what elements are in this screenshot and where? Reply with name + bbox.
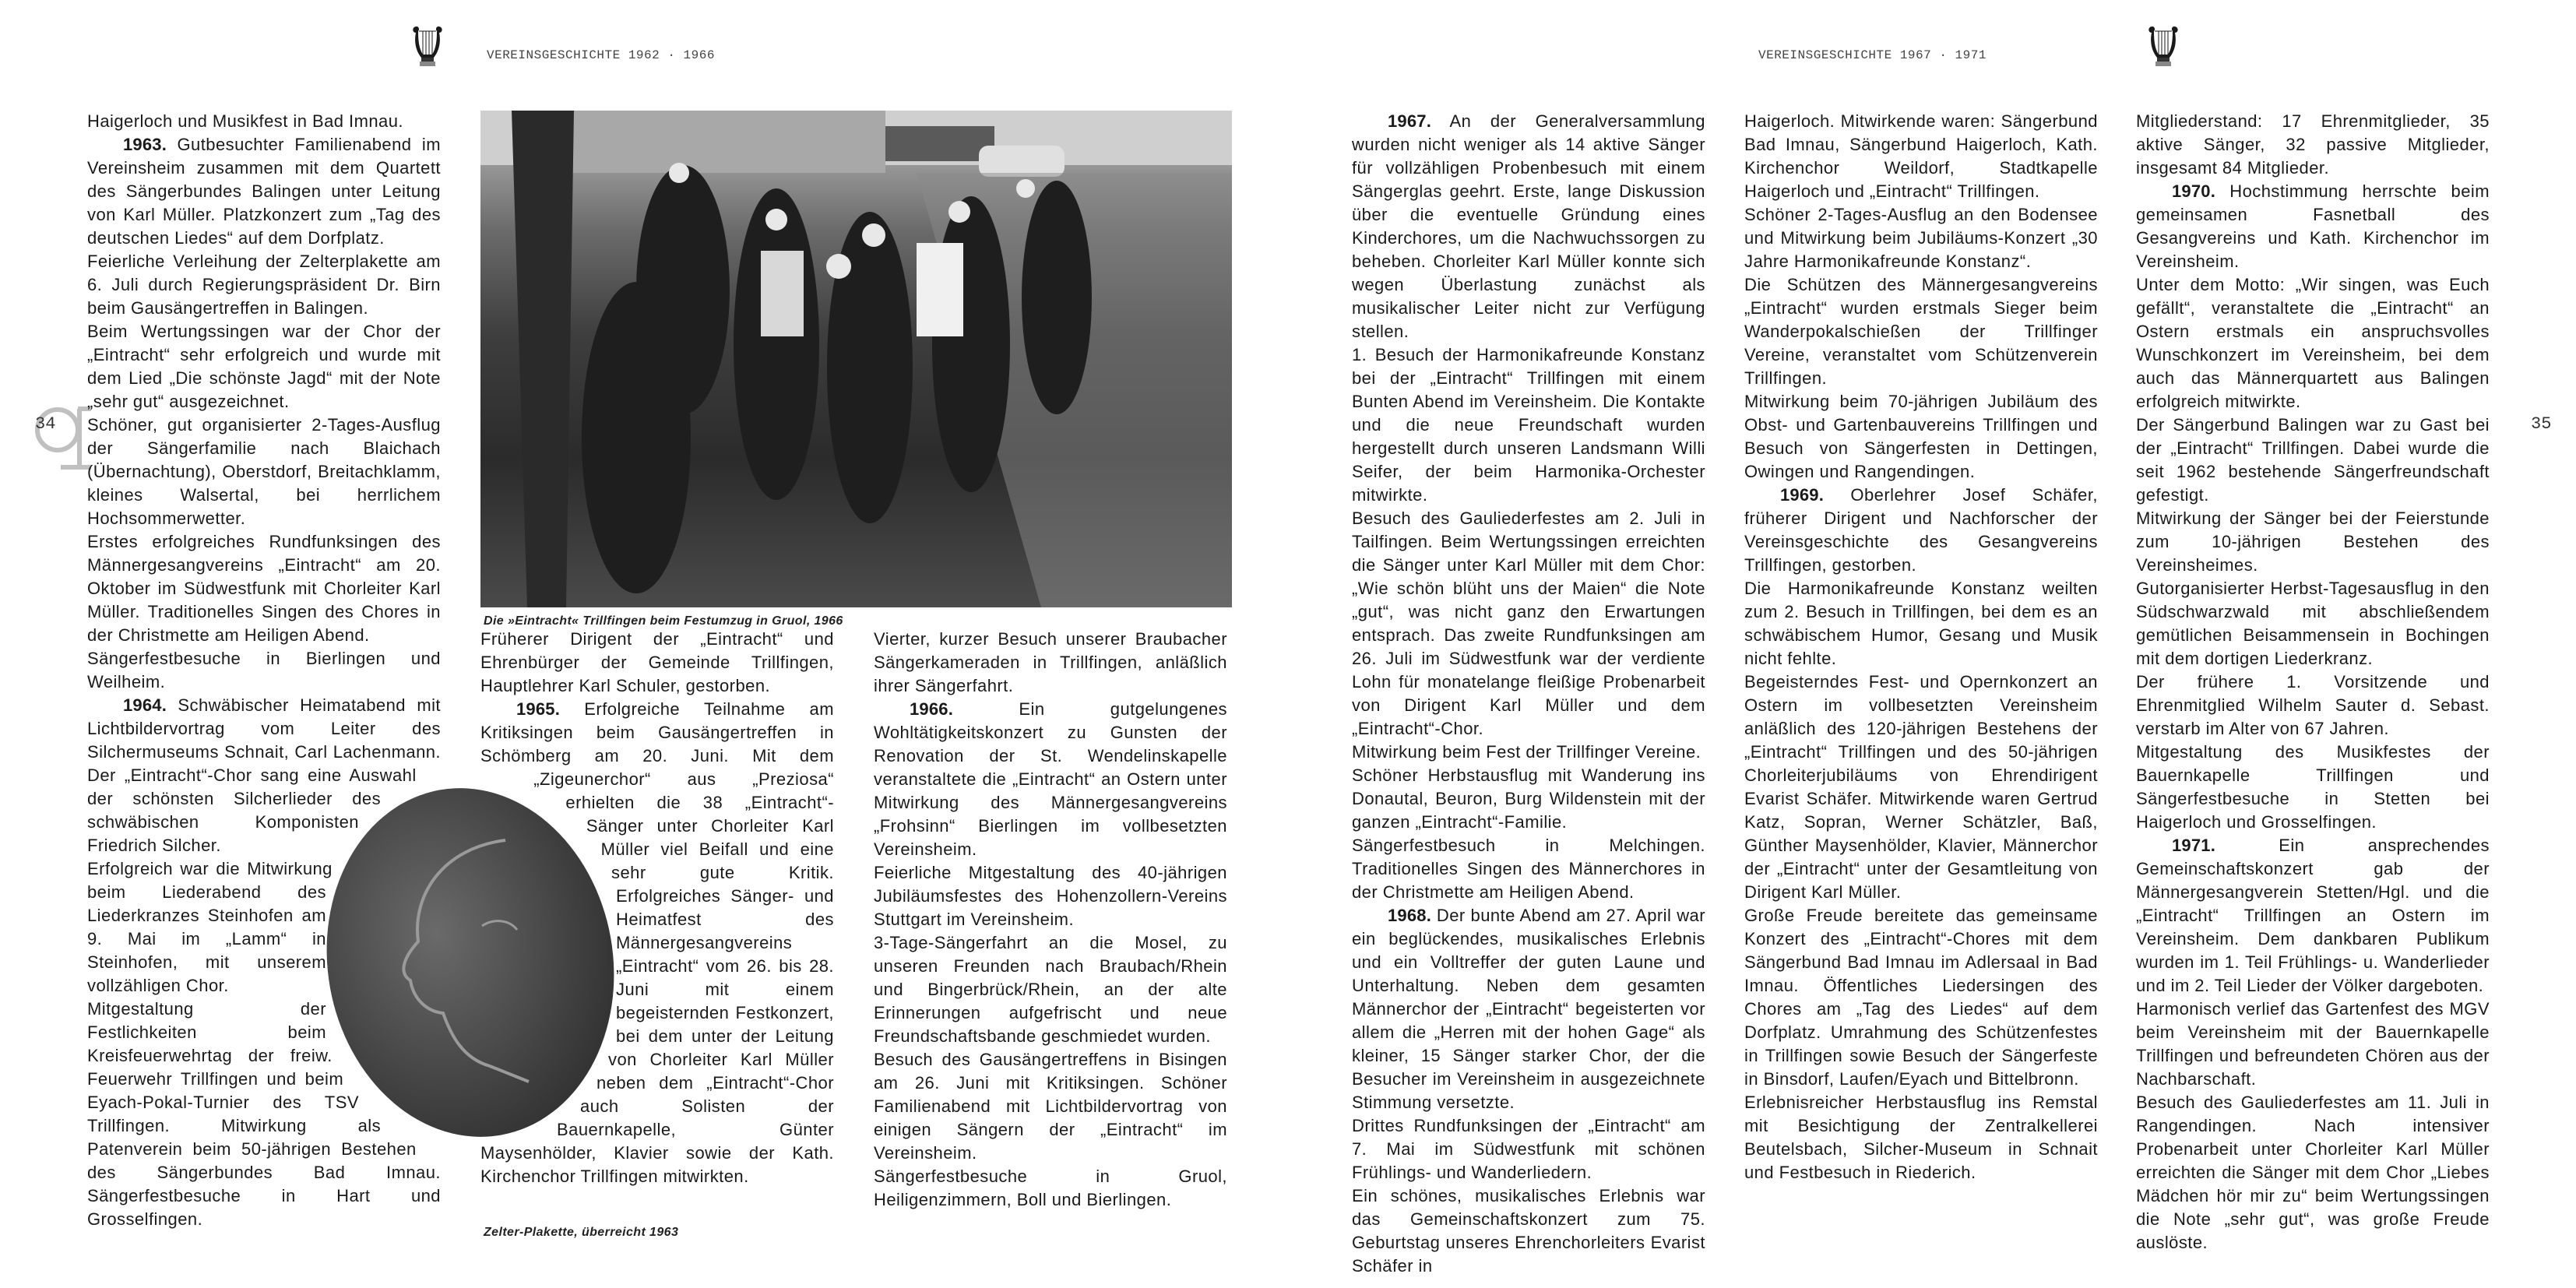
paragraph-text: Gutbesuchter Familienabend im Vereinsheim zusammen mit dem Quartett des Sängerbundes Balingen unter Leitung von Karl Müller. Platzkonzert zum „Tag des deutschen Liedes“ auf dem Dorfplatz. bbox=[87, 135, 441, 248]
paragraph bbox=[1352, 1184, 1705, 1278]
paragraph bbox=[874, 861, 1227, 931]
year-label: 1963. bbox=[123, 135, 167, 154]
paragraph-text: Mitwirkung der Sänger bei der Feierstunde zum 10-jährigen Bestehen des Vereinsheimes. bbox=[2136, 509, 2490, 575]
year-paragraph bbox=[874, 698, 1227, 861]
paragraph bbox=[87, 647, 441, 694]
paragraph-text: Die Harmonikafreunde Konstanz weilten zum 2. Besuch in Trillfingen, bei dem es an schwäbischem Humor, Gesang und Musik nicht fehlte. bbox=[1744, 579, 2098, 668]
paragraph-text: Schöner 2-Tages-Ausflug an den Bodensee und Mitwirkung beim Jubiläums-Konzert „30 Jahre Harmonikafreunde Konstanz“. bbox=[1744, 205, 2098, 271]
paragraph bbox=[2136, 110, 2490, 180]
paragraph-text: Ein schönes, musikalisches Erlebnis war das Gemeinschaftskonzert zum 75. Geburtstag unseres Ehrenchorleiters Evarist Schäfer in bbox=[1352, 1186, 1705, 1276]
paragraph bbox=[1744, 904, 2098, 1091]
paragraph-text: Mitwirkung beim Fest der Trillfinger Vereine. bbox=[1352, 742, 1701, 762]
paragraph bbox=[2136, 273, 2490, 413]
paragraph-text: Hochstimmung herrschte beim gemeinsamen Fasnetball des Gesangvereins und Kath. Kirchenchor im Vereinsheim. bbox=[2136, 181, 2490, 271]
paragraph bbox=[1744, 577, 2098, 670]
parade-photo bbox=[480, 111, 1232, 607]
running-head-right: VEREINSGESCHICHTE 1967 · 1971 bbox=[1758, 48, 1987, 62]
page-number-right: 35 bbox=[2531, 414, 2552, 434]
paragraph-text: Besuch des Gausängertreffens in Bisingen am 26. Juni mit Kritiksingen. Schöner Familienabend mit Lichtbildervortrag von einigen Sängern der „Eintracht“ im Vereinsheim. bbox=[874, 1050, 1227, 1163]
paragraph bbox=[1352, 343, 1705, 507]
year-label: 1968. bbox=[1388, 906, 1432, 925]
paragraph bbox=[1352, 764, 1705, 834]
year-label: 1967. bbox=[1388, 111, 1432, 131]
paragraph bbox=[2136, 413, 2490, 507]
paragraph-text: Feierliche Verleihung der Zelterplakette am 6. Juli durch Regierungspräsident Dr. Birn beim Gausängertreffen in Balingen. bbox=[87, 252, 441, 318]
paragraph-text: Erfolgreich war die Mitwirkung beim Liederabend des Liederkranzes Steinhofen am 9. Mai im „Lamm“ in Steinhofen, mit unserem vollzähligen Chor. bbox=[87, 859, 333, 995]
paragraph bbox=[2136, 1091, 2490, 1255]
paragraph bbox=[874, 931, 1227, 1048]
paragraph-text: Früherer Dirigent der „Eintracht“ und Ehrenbürger der Gemeinde Trillfingen, Hauptlehrer Karl Schuler, gestorben. bbox=[480, 629, 834, 695]
paragraph-text: Begeisterndes Fest- und Opernkonzert an Ostern im vollbesetzten Vereinsheim anläßlich des 120-jährigen Bestehens der „Eintracht“ Trillfingen und des 50-jährigen Chorleiterjubiläums von Ehrendirigent Evarist Schäfer. Mitwirkende waren Gertrud Katz, Sopran, Werner Schätzler, Baß, Günther Maysenhölder, Klavier, Männerchor der „Eintracht“ unter der Gesamtleitung von Dirigent Karl Müller. bbox=[1744, 672, 2098, 902]
paragraph-text: Der bunte Abend am 27. April war ein beglückendes, musikalisches Erlebnis und ein Volltreffer der guten Laune und Unterhaltung. Neben dem gesamten Männerchor der „Eintracht“ begeisterten vor allem die „Herren mit der hohen Gage“ als kleiner, 15 Sänger starker Chor, der die Besucher im Vereinsheim in ausgezeichnete Stimmung versetzte. bbox=[1352, 906, 1705, 1112]
year-paragraph bbox=[1744, 484, 2098, 577]
running-head-left: VEREINSGESCHICHTE 1962 · 1966 bbox=[487, 48, 715, 62]
year-label: 1964. bbox=[123, 695, 167, 715]
paragraph-text: Sängerfestbesuche in Bierlingen und Weilheim. bbox=[87, 649, 441, 692]
paragraph bbox=[874, 628, 1227, 698]
paragraph bbox=[1744, 390, 2098, 484]
paragraph-text: Die Schützen des Männergesangvereins „Eintracht“ wurden erstmals Sieger beim Wanderpokalschießen der Trillfinger Vereine, veranstaltet vom Schützenverein Trillfingen. bbox=[1744, 275, 2098, 388]
paragraph-text: Gutorganisierter Herbst-Tagesausflug in den Südschwarzwald mit abschließendem gemütlichen Beisammensein in Bochingen mit dem dortigen Liederkranz. bbox=[2136, 579, 2490, 668]
paragraph-text: Erfolgreiche Teilnahme am Kritiksingen beim Gausängertreffen in Schömberg am 20. Juni. Mit dem „Zigeunerchor“ aus „Preziosa“ erhielten die 38 „Eintracht“-Sänger unter Chorleiter Karl Müller viel Beifall und eine sehr gute Kritik. Erfolgreiches Sänger- und Heimatfest des Männergesangvereins „Eintracht“ vom 26. bis 28. Juni mit einem begeisternden Festkonzert, bei dem unter der Leitung von Chorleiter Karl Müller neben dem „Eintracht“-Chor auch Solisten der Bauernkapelle, Günter Maysenhölder, Klavier sowie der Kath. Kirchenchor Trillfingen mitwirkten. bbox=[480, 699, 834, 1186]
paragraph-text: Mitgestaltung des Musikfestes der Bauernkapelle Trillfingen und Sängerfestbesuche in Stetten bei Haigerloch und Grosselfingen. bbox=[2136, 742, 2490, 832]
text-column-4 bbox=[1352, 110, 1705, 1278]
paragraph-text: Schöner Herbstausflug mit Wanderung ins Donautal, Beuron, Burg Wildenstein mit der ganzen „Eintracht“-Familie. bbox=[1352, 765, 1705, 832]
paragraph bbox=[1744, 110, 2098, 203]
paragraph-text: Ein ansprechendes Gemeinschaftskonzert gab der Männergesangverein Stetten/Hgl. und die „Eintracht“ Trillfingen an Ostern im Vereinsheim. Dem dankbaren Publikum wurden im 1. Teil Frühlings- u. Wanderlieder und im 2. Teil Lieder der Völker dargeboten. bbox=[2136, 836, 2490, 995]
paragraph-text: Sängerfestbesuche in Gruol, Heiligenzimmern, Boll und Bierlingen. bbox=[874, 1167, 1227, 1209]
paragraph bbox=[2136, 577, 2490, 670]
paragraph-text: Sängerfestbesuch in Melchingen. Traditionelles Singen des Männerchores in der Christmette am Heiligen Abend. bbox=[1352, 836, 1705, 902]
text-column-2 bbox=[480, 628, 834, 1188]
paragraph-text: Erlebnisreicher Herbstausflug ins Remstal mit Besichtigung der Zentralkellerei Beutelsbach, Silcher-Museum in Schnait und Festbesuch in Riederich. bbox=[1744, 1093, 2098, 1182]
paragraph-text: Haigerloch. Mitwirkende waren: Sängerbund Bad Imnau, Sängerbund Haigerloch, Kath. Kirchenchor Weildorf, Stadtkapelle Haigerloch und „Eintracht“ Trillfingen. bbox=[1744, 111, 2098, 201]
paragraph-text: Schwäbischer Heimatabend mit Lichtbildervortrag vom Leiter des Silchermuseums Schnait, Carl Lachenmann. Der „Eintracht“-Chor sang eine Auswahl der schönsten Silcherlieder des schwäbischen Komponisten Friedrich Silcher. bbox=[87, 695, 441, 855]
paragraph-text: Mitgestaltung der Festlichkeiten beim Kreisfeuerwehrtag der freiw. Feuerwehr Trillfingen und beim Eyach-Pokal-Turnier des TSV Trillfingen. Mitwirkung als Patenverein beim 50-jährigen Bestehen des Sängerbundes Bad Imnau. Sängerfestbesuche in Hart und Grosselfingen. bbox=[87, 999, 441, 1229]
paragraph-text: Besuch des Gauliederfestes am 11. Juli in Rangendingen. Nach intensiver Probenarbeit unter Chorleiter Karl Müller erreichten die Sänger mit dem Chor „Liebes Mädchen hör mir zu“ beim Wertungssingen die Note „sehr gut“, was große Freude auslöste. bbox=[2136, 1093, 2490, 1252]
paragraph-text: Harmonisch verlief das Gartenfest des MGV beim Vereinsheim mit der Bauernkapelle Trillfingen und befreundeten Chören aus der Nachbarschaft. bbox=[2136, 999, 2490, 1089]
paragraph-text: Ein gutgelungenes Wohltätigkeitskonzert zu Gunsten der Renovation der St. Wendelinskapelle veranstaltete die „Eintracht“ an Ostern unter Mitwirkung des Männergesangvereins „Frohsinn“ Bierlingen im vollbesetzten Vereinsheim. bbox=[874, 699, 1227, 859]
text-column-5 bbox=[1744, 110, 2098, 1184]
paragraph-text: Drittes Rundfunksingen der „Eintracht“ am 7. Mai im Südwestfunk mit schönen Frühlings- und Wanderliedern. bbox=[1352, 1116, 1705, 1182]
paragraph-text: Oberlehrer Josef Schäfer, früherer Dirigent und Nachforscher der Vereinsgeschichte des Gesangvereins Trillfingen, gestorben. bbox=[1744, 485, 2098, 575]
paragraph-text: Vierter, kurzer Besuch unserer Braubacher Sängerkameraden in Trillfingen, anläßlich ihrer Sängerfahrt. bbox=[874, 629, 1227, 695]
paragraph-text: Schöner, gut organisierter 2-Tages-Ausflug der Sängerfamilie nach Blaichach (Übernachtung), Oberstdorf, Breitachklamm, kleines Walsertal, bei herrlichem Hochsommerwetter. bbox=[87, 415, 441, 528]
text-column-3 bbox=[874, 628, 1227, 1212]
paragraph bbox=[2136, 507, 2490, 577]
paragraph-text: Erstes erfolgreiches Rundfunksingen des Männergesangvereins „Eintracht“ am 20. Oktober im Südwestfunk mit Chorleiter Karl Müller. Traditionelles Singen des Chores in der Christmette am Heiligen Abend. bbox=[87, 532, 441, 645]
lyre-icon bbox=[2146, 23, 2180, 67]
year-paragraph bbox=[1352, 110, 1705, 343]
paragraph-text: 1. Besuch der Harmonikafreunde Konstanz bei der „Eintracht“ Trillfingen mit einem Bunten Abend im Vereinsheim. Die Kontakte und die neue Freundschaft wurden hergestellt durch unseren Landsmann Willi Seifer, der beim Harmonika-Orchester mitwirkte. bbox=[1352, 345, 1705, 505]
paragraph bbox=[480, 628, 834, 698]
year-label: 1965. bbox=[516, 699, 561, 719]
paragraph bbox=[2136, 998, 2490, 1091]
paragraph bbox=[1352, 741, 1705, 764]
paragraph-text: Besuch des Gauliederfestes am 2. Juli in Tailfingen. Beim Wertungssingen erreichten die Sänger unter Karl Müller mit dem Chor: „Wie schön blüht uns der Maien“ die Note „gut“, was nicht ganz den Erwartungen entsprach. Das zweite Rundfunksingen am 26. Juli im Südwestfunk war der verdiente Lohn für monatelange fleißige Probenarbeit von Dirigent Karl Müller und dem „Eintracht“-Chor. bbox=[1352, 509, 1705, 738]
paragraph bbox=[1352, 507, 1705, 741]
year-paragraph bbox=[1352, 904, 1705, 1114]
paragraph-text: Große Freude bereitete das gemeinsame Konzert des „Eintracht“-Chores mit dem Sängerbund Bad Imnau im Adlersaal in Bad Imnau. Öffentliches Liedersingen des Chores am „Tag des Liedes“ auf dem Dorfplatz. Umrahmung des Schützenfestes in Trillfingen sowie Besuch der Sängerfeste in Binsdorf, Laufen/Eyach und Bittelbronn. bbox=[1744, 906, 2098, 1089]
paragraph-text: Feierliche Mitgestaltung des 40-jährigen Jubiläumsfestes des Hohenzollern-Vereins Stuttgart im Vereinsheim. bbox=[874, 863, 1227, 929]
paragraph bbox=[87, 250, 441, 320]
paragraph bbox=[874, 1165, 1227, 1212]
year-paragraph bbox=[2136, 180, 2490, 273]
year-label: 1969. bbox=[1780, 485, 1825, 505]
paragraph-text: An der Generalversammlung wurden nicht weniger als 14 aktive Sänger für vollzähligen Probenbesuch mit einem Sängerglas geehrt. Erste, lange Diskussion über die eventuelle Gründung eines Kinderchores, um die Nachwuchssorgen zu beheben. Chorleiter Karl Müller konnte sich wegen Überlastung zunächst als musikalischer Leiter nicht zur Verfügung stellen. bbox=[1352, 111, 1705, 341]
paragraph-text: 3-Tage-Sängerfahrt an die Mosel, zu unseren Freunden nach Braubach/Rhein und Bingerbrück/Rhein, an der alte Erinnerungen aufgefrischt und neue Freundschaftsbande geschmiedet wurden. bbox=[874, 933, 1227, 1046]
plaque-caption: Zelter-Plakette, überreicht 1963 bbox=[484, 1226, 679, 1239]
year-paragraph bbox=[2136, 834, 2490, 998]
photo-caption: Die »Eintracht« Trillfingen beim Festumzug in Gruol, 1966 bbox=[484, 614, 843, 628]
year-label: 1966. bbox=[910, 699, 954, 719]
paragraph-text: Haigerloch und Musikfest in Bad Imnau. bbox=[87, 111, 403, 131]
paragraph bbox=[1352, 834, 1705, 904]
paragraph-text: Der Sängerbund Balingen war zu Gast bei der „Eintracht“ Trillfingen. Dabei wurde die seit 1962 bestehende Sängerfreundschaft gefestigt. bbox=[2136, 415, 2490, 505]
page-number-left: 34 bbox=[35, 414, 56, 434]
paragraph bbox=[1352, 1114, 1705, 1184]
paragraph-text: Der frühere 1. Vorsitzende und Ehrenmitglied Wilhelm Sauter d. Sebast. verstarb im Alter von 67 Jahren. bbox=[2136, 672, 2490, 738]
paragraph bbox=[1744, 203, 2098, 273]
paragraph bbox=[1744, 273, 2098, 390]
paragraph-text: Beim Wertungssingen war der Chor der „Eintracht“ sehr erfolgreich und wurde mit dem Lied „Die schönste Jagd“ mit der Note „sehr gut“ ausgezeichnet. bbox=[87, 322, 441, 411]
paragraph bbox=[87, 530, 441, 647]
year-label: 1970. bbox=[2172, 181, 2216, 201]
paragraph bbox=[2136, 670, 2490, 741]
paragraph bbox=[1744, 1091, 2098, 1184]
paragraph bbox=[2136, 741, 2490, 834]
paragraph-text: Mitwirkung beim 70-jährigen Jubiläum des Obst- und Gartenbauvereins Trillfingen und Besuch von Sängerfesten in Dettingen, Owingen und Rangendingen. bbox=[1744, 392, 2098, 481]
paragraph bbox=[87, 320, 441, 413]
paragraph bbox=[874, 1048, 1227, 1165]
text-column-6 bbox=[2136, 110, 2490, 1255]
paragraph-text: Unter dem Motto: „Wir singen, was Euch gefällt“, veranstaltete die „Eintracht“ an Ostern erstmals ein anspruchsvolles Wunschkonzert im Vereinsheim, bei dem auch das Männerquartett aus Balingen erfolgreich mitwirkte. bbox=[2136, 275, 2490, 411]
lyre-icon bbox=[410, 23, 445, 67]
paragraph bbox=[87, 413, 441, 530]
year-label: 1971. bbox=[2172, 836, 2216, 855]
paragraph-text: Mitgliederstand: 17 Ehrenmitglieder, 35 aktive Sänger, 32 passive Mitglieder, insgesamt 84 Mitglieder. bbox=[2136, 111, 2490, 178]
paragraph bbox=[1744, 670, 2098, 904]
year-paragraph bbox=[87, 133, 441, 250]
paragraph bbox=[87, 110, 441, 133]
text-column-1 bbox=[87, 110, 441, 1231]
